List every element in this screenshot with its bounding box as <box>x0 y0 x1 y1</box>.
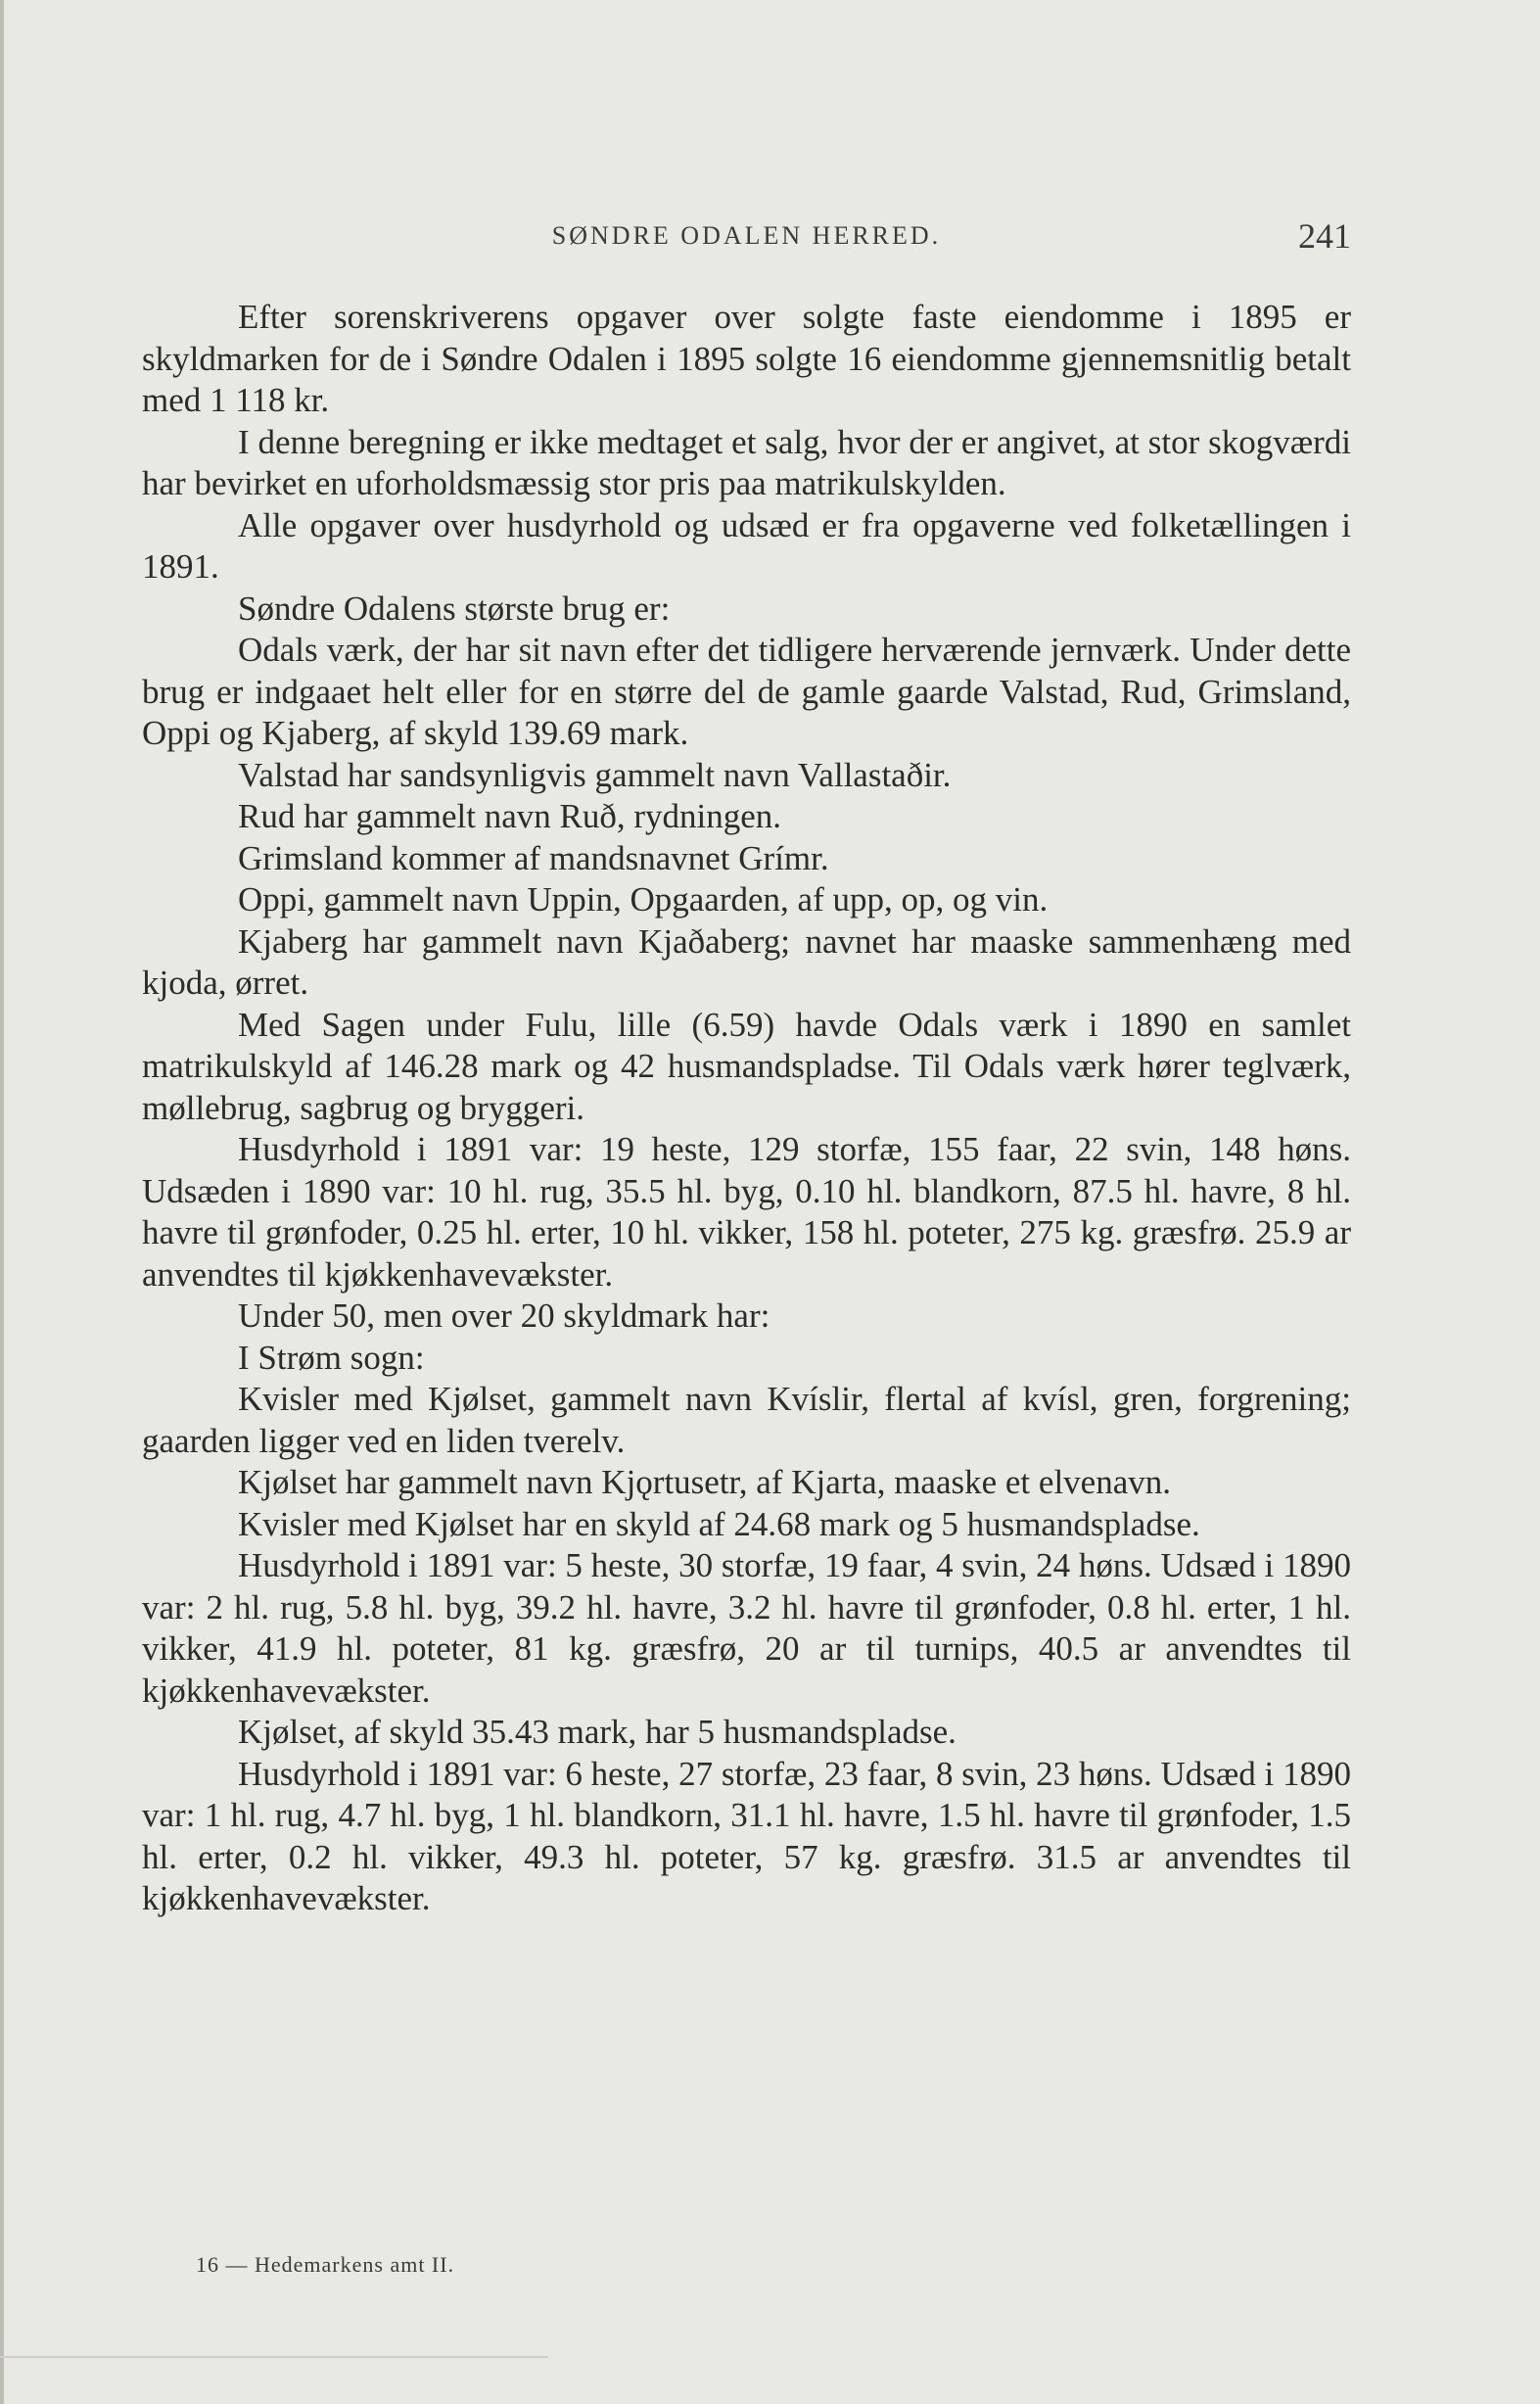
page-number: 241 <box>1298 216 1351 256</box>
paragraph-census-source: Alle opgaver over husdyrhold og udsæd er fra opgaverne ved folketællingen i 1891. <box>142 505 1351 586</box>
paragraph-kvisler-skyld: Kvisler med Kjølset har en skyld af 24.68 mark og 5 husmandspladse. <box>238 1504 1200 1543</box>
printer-signature: 16 — Hedemarkens amt II. <box>196 2252 455 2277</box>
paragraph-calculation-note: I denne beregning er ikke medtaget et salg, hvor der er angivet, at stor skogværdi har bevirket en uforholdsmæssig stor pris paa matrikulskylden. <box>142 422 1351 502</box>
paragraph-under-50-intro: Under 50, men over 20 skyldmark har: <box>238 1296 770 1335</box>
paragraph-odals-vaerk-livestock: Husdyrhold i 1891 var: 19 heste, 129 storfæ, 155 faar, 22 svin, 148 høns. Udsæden i 1890 var: 10 hl. rug, 35.5 hl. byg, 0.10 hl. blandkorn, 87.5 hl. havre, 8 hl. havre til grønfoder, 0.25 hl. erter, 10 hl. vikker, 158 hl. poteter, 275 kg. græsfrø. 25.9 ar anvendtes til kjøkkenhavevækster. <box>142 1130 1351 1294</box>
paragraph-kjolset-skyld: Kjølset, af skyld 35.43 mark, har 5 husmandspladse. <box>238 1713 957 1751</box>
paragraph-odals-vaerk-holdings: Med Sagen under Fulu, lille (6.59) havde Odals værk i 1890 en samlet matrikulskyld af 146.28 mark og 42 husmandspladse. Til Odals værk hører teglværk, møllebrug, sagbrug og bryggeri. <box>142 1005 1351 1127</box>
body-text <box>142 297 1351 1920</box>
paragraph-kjolset-livestock: Husdyrhold i 1891 var: 6 heste, 27 storfæ, 23 faar, 8 svin, 23 høns. Udsæd i 1890 var: 1 hl. rug, 4.7 hl. byg, 1 hl. blandkorn, 31.1 hl. havre, 1.5 hl. havre til grønfoder, 1.5 hl. erter, 0.2 hl. vikker, 49.3 hl. poteter, 57 kg. græsfrø. 31.5 ar anvendtes til kjøkkenhavevækster. <box>142 1754 1351 1917</box>
running-head: SØNDRE ODALEN HERRED. <box>551 221 942 250</box>
page-edge-shadow <box>0 0 4 2404</box>
paragraph-oppi: Oppi, gammelt navn Uppin, Opgaarden, af upp, op, og vin. <box>238 880 1049 919</box>
paragraph-strom-sogn: I Strøm sogn: <box>238 1338 425 1377</box>
bottom-rule <box>0 2356 548 2358</box>
paragraph-kjolset-name: Kjølset har gammelt navn Kjǫrtusetr, af Kjarta, maaske et elvenavn. <box>238 1463 1171 1501</box>
paragraph-rud: Rud har gammelt navn Ruð, rydningen. <box>238 797 782 835</box>
page-header <box>142 215 1351 255</box>
paragraph-kvisler-livestock: Husdyrhold i 1891 var: 5 heste, 30 storfæ, 19 faar, 4 svin, 24 høns. Udsæd i 1890 var: 2 hl. rug, 5.8 hl. byg, 39.2 hl. havre, 3.2 hl. havre til grønfoder, 0.8 hl. erter, 1 hl. vikker, 41.9 hl. poteter, 81 kg. græsfrø, 20 ar til turnips, 40.5 ar anvendtes til kjøkkenhavevækster. <box>142 1546 1351 1710</box>
paragraph-grimsland: Grimsland kommer af mandsnavnet Grímr. <box>238 838 829 877</box>
paragraph-largest-farms-intro: Søndre Odalens største brug er: <box>238 589 671 628</box>
paragraph-odals-vaerk: Odals værk, der har sit navn efter det tidligere herværende jernværk. Under dette brug er indgaaet helt eller for en større del de gamle gaarde Valstad, Rud, Grimsland, Oppi og Kjaberg, af skyld 139.69 mark. <box>142 631 1351 752</box>
paragraph-kvisler: Kvisler med Kjølset, gammelt navn Kvíslir, flertal af kvísl, gren, forgrening; gaarden ligger ved en liden tverelv. <box>142 1380 1351 1460</box>
paragraph-valstad: Valstad har sandsynligvis gammelt navn Vallastaðir. <box>238 755 952 794</box>
paragraph-sales-prices: Efter sorenskriverens opgaver over solgte faste eiendomme i 1895 er skyldmarken for de i Søndre Odalen i 1895 solgte 16 eiendomme gjennemsnitlig betalt med 1 118 kr. <box>142 298 1351 419</box>
paragraph-kjaberg: Kjaberg har gammelt navn Kjaðaberg; navnet har maaske sammenhæng med kjoda, ørret. <box>142 921 1351 1002</box>
